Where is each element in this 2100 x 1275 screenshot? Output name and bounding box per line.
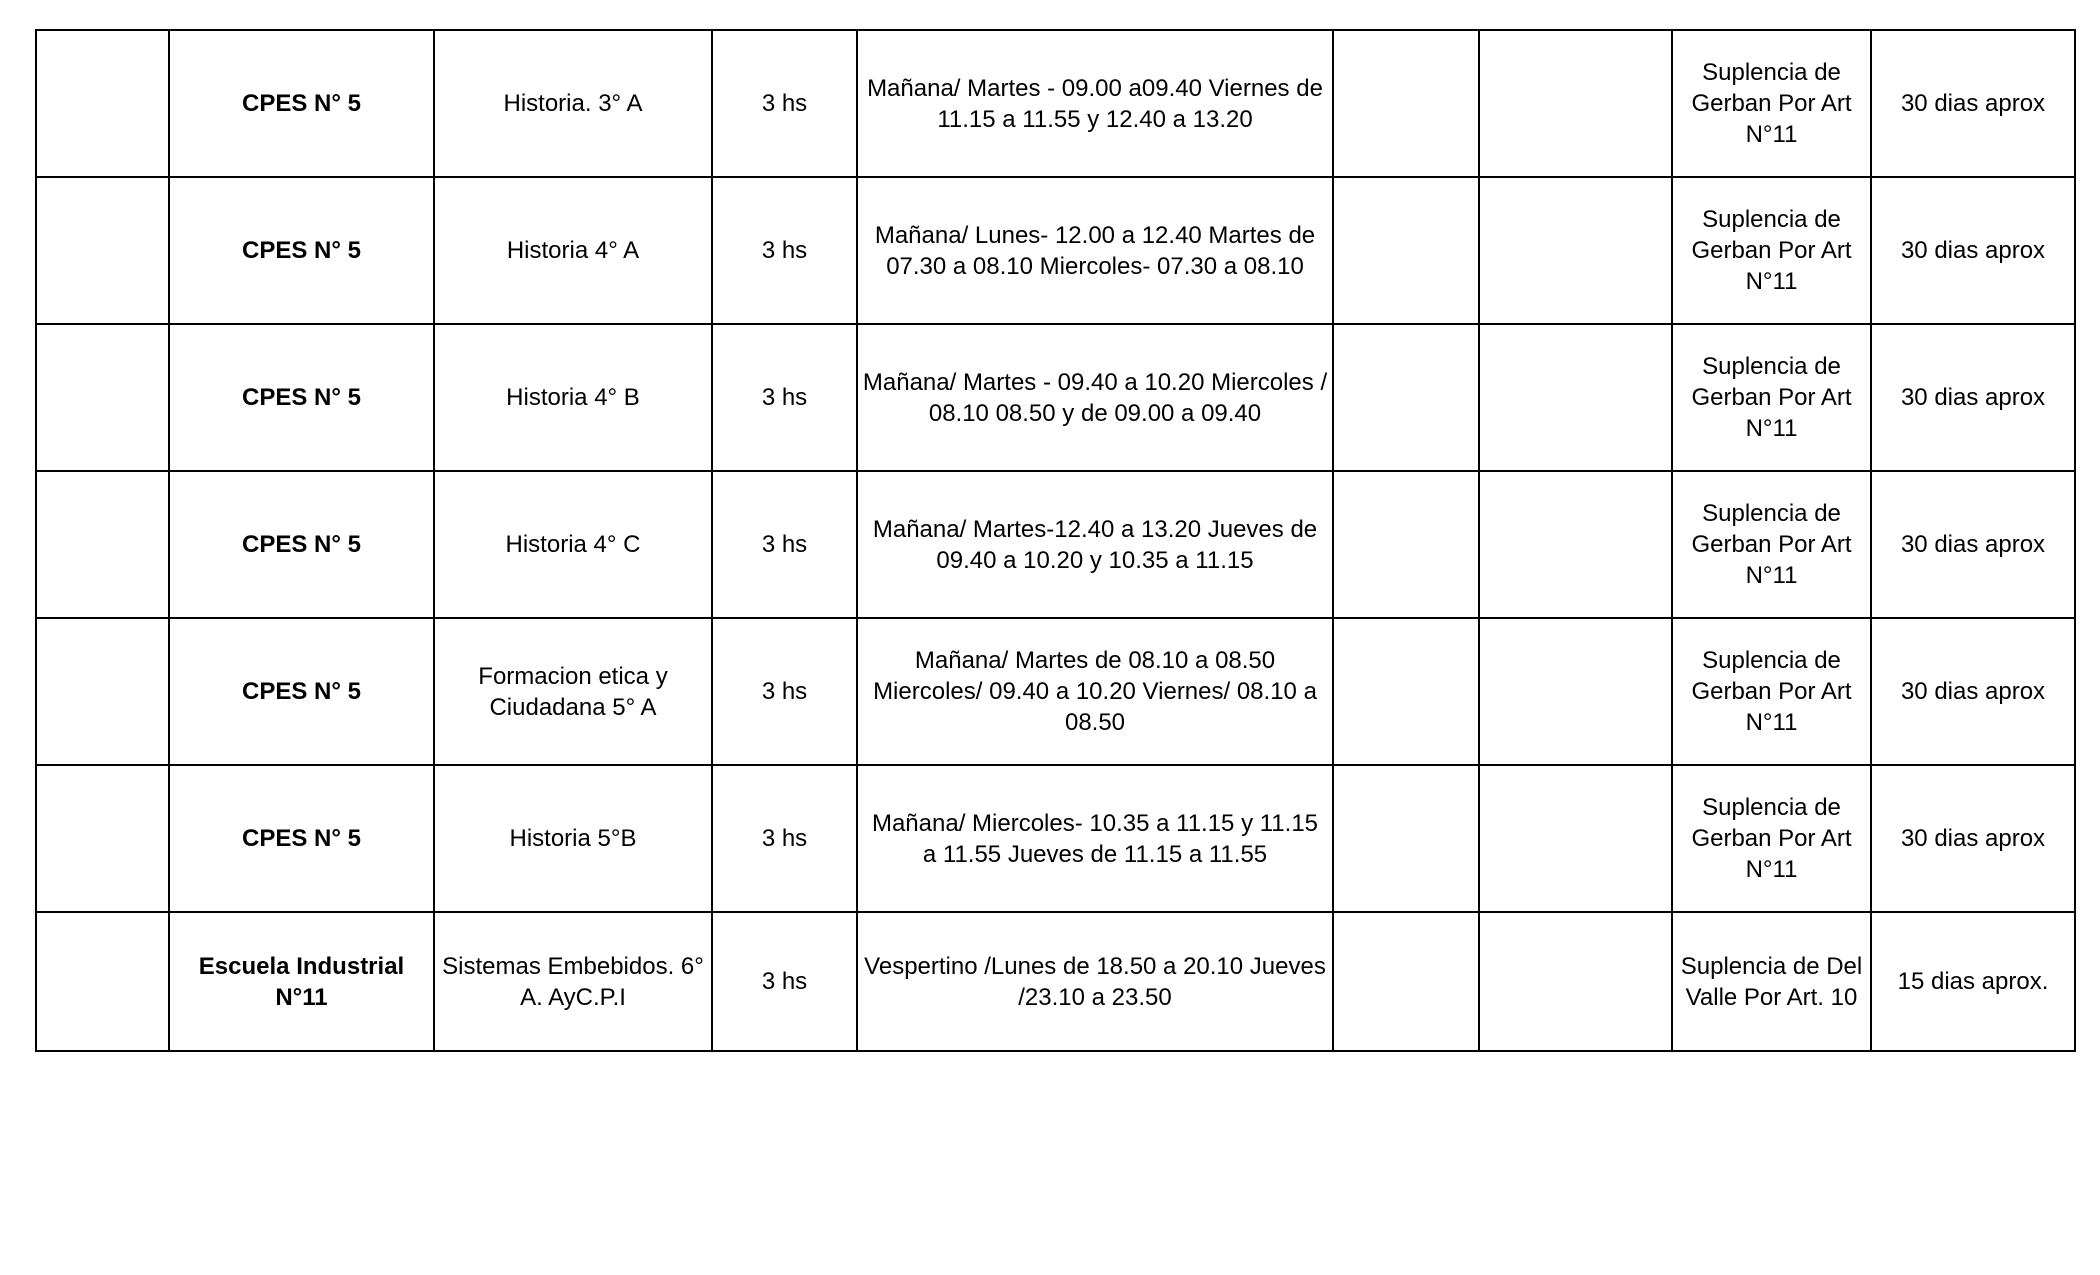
reason-cell: Suplencia de Gerban Por Art N°11 [1672, 471, 1871, 618]
empty-cell [1479, 177, 1672, 324]
school-cell: CPES N° 5 [169, 324, 434, 471]
table-row [36, 30, 2075, 177]
table-row [36, 177, 2075, 324]
hours-cell: 3 hs [712, 30, 857, 177]
hours-cell: 3 hs [712, 471, 857, 618]
empty-cell [36, 30, 169, 177]
hours-cell: 3 hs [712, 765, 857, 912]
vacancy-table [35, 29, 2076, 1052]
empty-cell [1333, 471, 1479, 618]
empty-cell [1479, 30, 1672, 177]
duration-cell: 30 dias aprox [1871, 30, 2075, 177]
subject-cell: Historia 4° C [434, 471, 712, 618]
subject-cell: Historia. 3° A [434, 30, 712, 177]
empty-cell [36, 912, 169, 1051]
hours-cell: 3 hs [712, 912, 857, 1051]
schedule-cell: Vespertino /Lunes de 18.50 a 20.10 Jueves /23.10 a 23.50 [857, 912, 1333, 1051]
hours-cell: 3 hs [712, 324, 857, 471]
school-cell: Escuela Industrial N°11 [169, 912, 434, 1051]
empty-cell [1333, 765, 1479, 912]
hours-cell: 3 hs [712, 618, 857, 765]
reason-cell: Suplencia de Gerban Por Art N°11 [1672, 30, 1871, 177]
school-cell: CPES N° 5 [169, 30, 434, 177]
schedule-cell: Mañana/ Martes - 09.00 a09.40 Viernes de 11.15 a 11.55 y 12.40 a 13.20 [857, 30, 1333, 177]
subject-cell: Sistemas Embebidos. 6° A. AyC.P.I [434, 912, 712, 1051]
duration-cell: 15 dias aprox. [1871, 912, 2075, 1051]
schedule-cell: Mañana/ Martes-12.40 a 13.20 Jueves de 09.40 a 10.20 y 10.35 a 11.15 [857, 471, 1333, 618]
empty-cell [36, 618, 169, 765]
empty-cell [1479, 912, 1672, 1051]
school-cell: CPES N° 5 [169, 618, 434, 765]
school-cell: CPES N° 5 [169, 471, 434, 618]
subject-cell: Historia 5°B [434, 765, 712, 912]
table-row [36, 765, 2075, 912]
duration-cell: 30 dias aprox [1871, 324, 2075, 471]
reason-cell: Suplencia de Gerban Por Art N°11 [1672, 177, 1871, 324]
reason-cell: Suplencia de Del Valle Por Art. 10 [1672, 912, 1871, 1051]
schedule-cell: Mañana/ Martes - 09.40 a 10.20 Miercoles / 08.10 08.50 y de 09.00 a 09.40 [857, 324, 1333, 471]
duration-cell: 30 dias aprox [1871, 765, 2075, 912]
empty-cell [1333, 324, 1479, 471]
schedule-cell: Mañana/ Miercoles- 10.35 a 11.15 y 11.15 a 11.55 Jueves de 11.15 a 11.55 [857, 765, 1333, 912]
empty-cell [36, 177, 169, 324]
empty-cell [1479, 765, 1672, 912]
reason-cell: Suplencia de Gerban Por Art N°11 [1672, 618, 1871, 765]
table-row [36, 618, 2075, 765]
reason-cell: Suplencia de Gerban Por Art N°11 [1672, 765, 1871, 912]
empty-cell [1333, 618, 1479, 765]
empty-cell [1479, 471, 1672, 618]
school-cell: CPES N° 5 [169, 177, 434, 324]
empty-cell [1333, 30, 1479, 177]
school-cell: CPES N° 5 [169, 765, 434, 912]
empty-cell [1333, 177, 1479, 324]
subject-cell: Historia 4° B [434, 324, 712, 471]
empty-cell [1479, 324, 1672, 471]
duration-cell: 30 dias aprox [1871, 471, 2075, 618]
empty-cell [36, 471, 169, 618]
table-row [36, 324, 2075, 471]
schedule-cell: Mañana/ Martes de 08.10 a 08.50 Miercoles/ 09.40 a 10.20 Viernes/ 08.10 a 08.50 [857, 618, 1333, 765]
table-row [36, 912, 2075, 1051]
reason-cell: Suplencia de Gerban Por Art N°11 [1672, 324, 1871, 471]
schedule-cell: Mañana/ Lunes- 12.00 a 12.40 Martes de 07.30 a 08.10 Miercoles- 07.30 a 08.10 [857, 177, 1333, 324]
table-row [36, 471, 2075, 618]
empty-cell [1333, 912, 1479, 1051]
empty-cell [36, 324, 169, 471]
empty-cell [1479, 618, 1672, 765]
hours-cell: 3 hs [712, 177, 857, 324]
duration-cell: 30 dias aprox [1871, 177, 2075, 324]
subject-cell: Formacion etica y Ciudadana 5° A [434, 618, 712, 765]
subject-cell: Historia 4° A [434, 177, 712, 324]
duration-cell: 30 dias aprox [1871, 618, 2075, 765]
empty-cell [36, 765, 169, 912]
